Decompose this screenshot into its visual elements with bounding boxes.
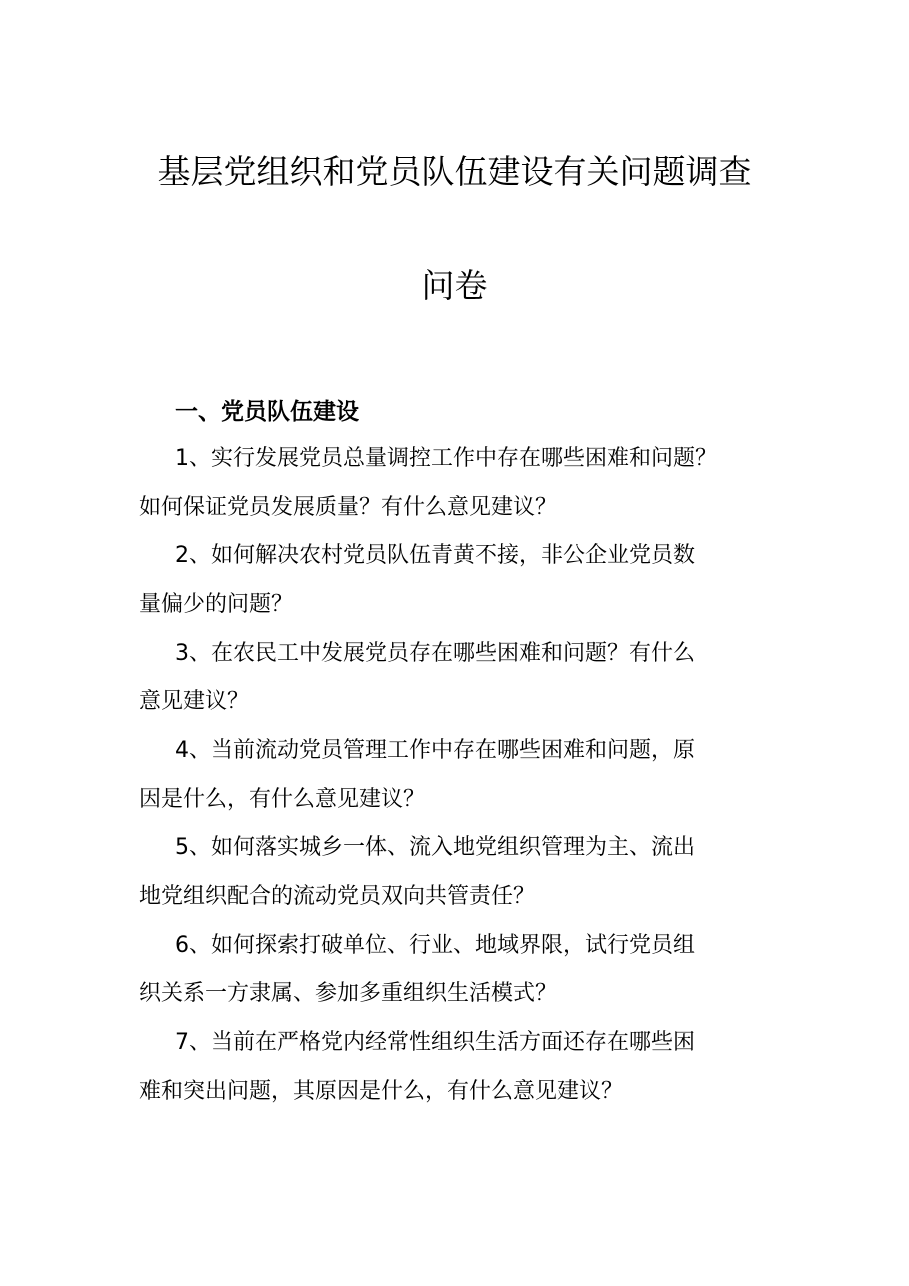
question-text-line: 1、实行发展党员总量调控工作中存在哪些困难和问题？ (175, 446, 717, 471)
question-text-line: 2、如何解决农村党员队伍青黄不接，非公企业党员数 (175, 543, 695, 568)
question-text-line: 7、当前在严格党内经常性组织生活方面还存在哪些困 (175, 1030, 695, 1055)
question-text-line: 4、当前流动党员管理工作中存在哪些困难和问题，原 (175, 738, 695, 763)
question-text-line: 量偏少的问题？ (139, 592, 294, 617)
document-title-line-1: 基层党组织和党员队伍建设有关问题调查 (157, 152, 752, 191)
question-text-line: 难和突出问题，其原因是什么，有什么意见建议？ (139, 1079, 624, 1104)
question-text-line: 6、如何探索打破单位、行业、地域界限，试行党员组 (175, 933, 695, 958)
question-text-line: 意见建议？ (139, 689, 250, 714)
question-text-line: 地党组织配合的流动党员双向共管责任？ (139, 884, 536, 909)
question-text-line: 3、在农民工中发展党员存在哪些困难和问题？有什么 (175, 641, 695, 666)
question-text-line: 5、如何落实城乡一体、流入地党组织管理为主、流出 (175, 835, 695, 860)
document-title-line-2: 问卷 (421, 266, 488, 305)
question-text-line: 因是什么，有什么意见建议？ (139, 787, 426, 812)
question-text-line: 织关系一方隶属、参加多重组织生活模式？ (139, 981, 558, 1006)
question-text-line: 如何保证党员发展质量？有什么意见建议？ (139, 495, 558, 520)
section-heading: 一、党员队伍建设 (175, 399, 359, 425)
